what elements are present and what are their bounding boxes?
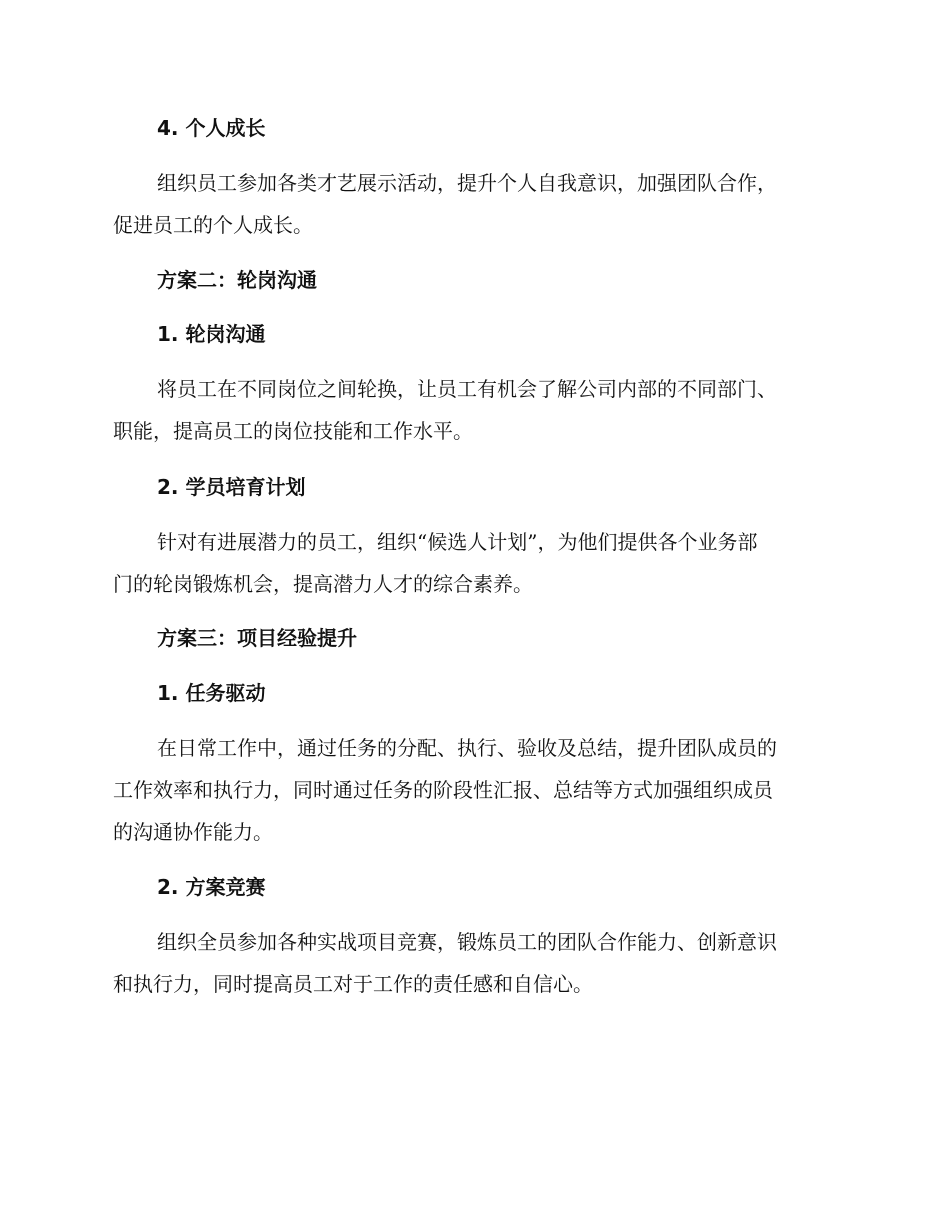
paragraph-line: 针对有进展潜力的员工，组织“候选人计划”，为他们提供各个业务部 (157, 530, 758, 554)
paragraph-line: 促进员工的个人成长。 (113, 213, 313, 237)
paragraph-line: 职能，提高员工的岗位技能和工作水平。 (113, 419, 473, 443)
paragraph-line: 在日常工作中，通过任务的分配、执行、验收及总结，提升团队成员的 (157, 736, 777, 760)
section-heading: 1. 任务驱动 (157, 681, 266, 705)
section-heading: 1. 轮岗沟通 (157, 322, 266, 346)
section-heading: 方案二：轮岗沟通 (157, 268, 317, 292)
paragraph-line: 组织员工参加各类才艺展示活动，提升个人自我意识，加强团队合作， (157, 171, 777, 195)
paragraph-line: 的沟通协作能力。 (113, 820, 273, 844)
section-heading: 2. 方案竞赛 (157, 875, 266, 899)
paragraph-line: 组织全员参加各种实战项目竞赛，锻炼员工的团队合作能力、创新意识 (157, 930, 777, 954)
section-heading: 2. 学员培育计划 (157, 475, 306, 499)
section-heading: 方案三：项目经验提升 (157, 626, 357, 650)
paragraph-line: 和执行力，同时提高员工对于工作的责任感和自信心。 (113, 972, 593, 996)
paragraph-line: 工作效率和执行力，同时通过任务的阶段性汇报、总结等方式加强组织成员 (113, 778, 773, 802)
paragraph-line: 将员工在不同岗位之间轮换，让员工有机会了解公司内部的不同部门、 (157, 377, 777, 401)
paragraph-line: 门的轮岗锻炼机会，提高潜力人才的综合素养。 (113, 572, 533, 596)
section-heading: 4. 个人成长 (157, 116, 266, 140)
